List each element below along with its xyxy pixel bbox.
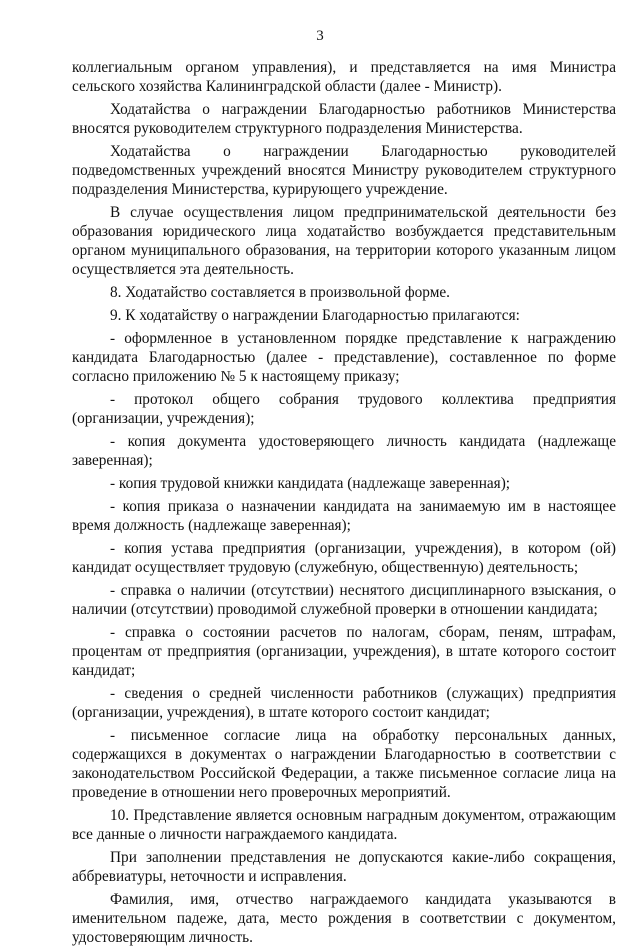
paragraph-10: 10. Представление является основным наградным документом, отражающим все данные о личности награждаемого кандидата. [72,807,616,843]
paragraph-0: коллегиальным органом управления), и представляется на имя Министра сельского хозяйства Калининградской области (далее - Министр). [72,59,616,95]
list-item-9: - сведения о средней численности работников (служащих) предприятия (организации, учреждения), в штате которого состоит кандидат; [72,685,616,721]
list-item-10: - письменное согласие лица на обработку персональных данных, содержащихся в документах о награждении Благодарностью в соответствии с законодательством Российской Федерации, а также письменное согласие лица на проведение в отношении него проверочных мероприятий. [72,727,616,801]
paragraph-11: При заполнении представления не допускаются какие-либо сокращения, аббревиатуры, неточности и исправления. [72,849,616,885]
list-item-1: - оформленное в установленном порядке представление к награждению кандидата Благодарностью (далее - представление), составленное по форме согласно приложению № 5 к настоящему приказу; [72,330,616,385]
page-number: 3 [316,28,324,44]
paragraph-2: Ходатайства о награждении Благодарностью руководителей подведомственных учреждений вносятся Министру руководителем структурного подразделения Министерства, курирующего учреждение. [72,143,616,198]
document-body [72,58,616,947]
list-item-6: - копия устава предприятия (организации, учреждения), в котором (ой) кандидат осуществляет трудовую (служебную, общественную) деятельность; [72,540,616,576]
paragraph-4: 8. Ходатайство составляется в произвольной форме. [110,284,450,301]
list-item-3: - копия документа удостоверяющего личность кандидата (надлежаще заверенная); [72,433,616,469]
paragraph-5: 9. К ходатайству о награждении Благодарностью прилагаются: [110,307,520,324]
list-item-2: - протокол общего собрания трудового коллектива предприятия (организации, учреждения); [72,391,616,427]
list-item-5: - копия приказа о назначении кандидата на занимаемую им в настоящее время должность (надлежаще заверенная); [72,498,616,534]
list-item-7: - справка о наличии (отсутствии) неснятого дисциплинарного взыскания, о наличии (отсутствии) проводимой служебной проверки в отношении кандидата; [72,582,616,618]
paragraph-3: В случае осуществления лицом предпринимательской деятельности без образования юридического лица ходатайство возбуждается представительным органом муниципального образования, на территории которого указанным лицом осуществляется эта деятельность. [72,204,616,278]
list-item-8: - справка о состоянии расчетов по налогам, сборам, пеням, штрафам, процентам от предприятия (организации, учреждения), в штате которого состоит кандидат; [72,624,616,679]
paragraph-12: Фамилия, имя, отчество награждаемого кандидата указываются в именительном падеже, дата, место рождения в соответствии с документом, удостоверяющим личность. [72,891,616,946]
list-item-4: - копия трудовой книжки кандидата (надлежаще заверенная); [110,475,511,492]
paragraph-1: Ходатайства о награждении Благодарностью работников Министерства вносятся руководителем структурного подразделения Министерства. [72,101,616,137]
